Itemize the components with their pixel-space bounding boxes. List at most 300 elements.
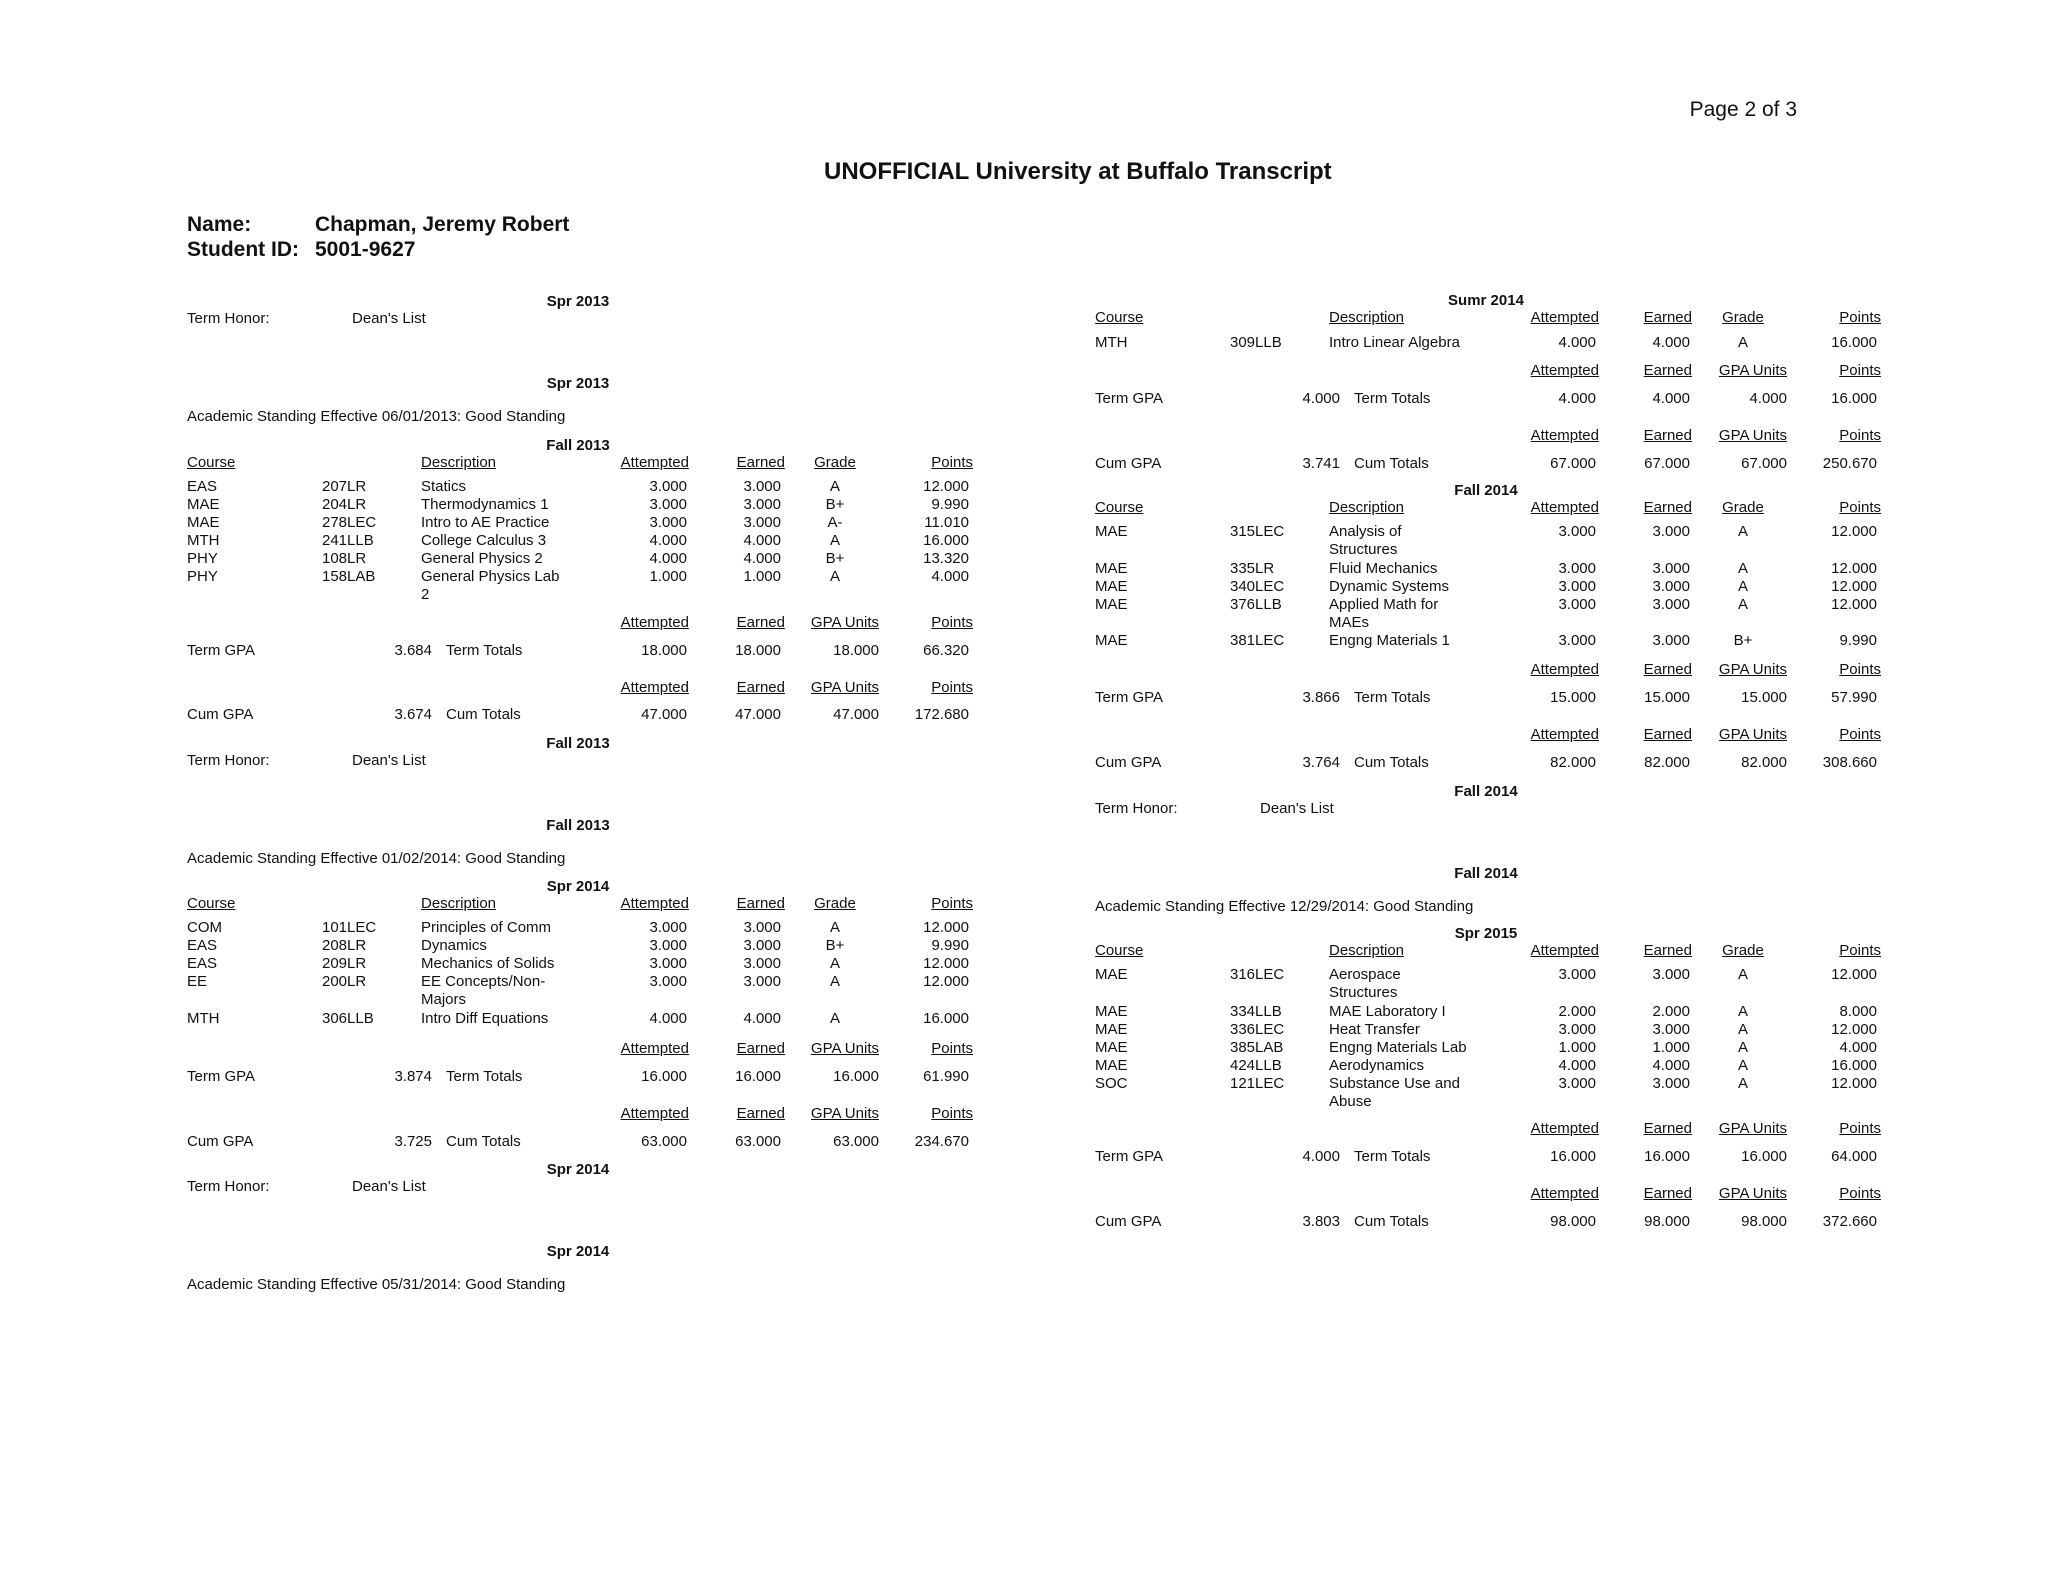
term-honor-label: Term Honor: xyxy=(187,752,270,769)
totals-header-earned: Earned xyxy=(1643,1185,1692,1202)
course-points: 9.990 xyxy=(931,937,969,954)
cum-gpa-units: 98.000 xyxy=(1741,1213,1787,1230)
totals-header-gpa-units: GPA Units xyxy=(810,614,879,631)
course-earned: 3.000 xyxy=(1652,523,1690,540)
course-number: 207LR xyxy=(322,478,367,495)
course-attempted: 4.000 xyxy=(649,1010,687,1027)
course-attempted: 3.000 xyxy=(649,955,687,972)
course-description: Aerospace xyxy=(1329,966,1401,983)
cum-points: 172.680 xyxy=(914,706,969,723)
cum-totals-label: Cum Totals xyxy=(446,1133,521,1150)
course-number: 334LLB xyxy=(1230,1003,1282,1020)
course-subject: EAS xyxy=(187,955,218,972)
course-earned: 4.000 xyxy=(743,550,781,567)
course-points: 9.990 xyxy=(1839,632,1877,649)
cum-gpa-units: 82.000 xyxy=(1741,754,1787,771)
course-number: 315LEC xyxy=(1230,523,1285,540)
course-points: 12.000 xyxy=(1831,523,1877,540)
course-grade: A xyxy=(1737,560,1748,577)
course-grade: A xyxy=(829,478,840,495)
course-grade: A xyxy=(1737,966,1748,983)
course-earned: 3.000 xyxy=(743,514,781,531)
course-subject: PHY xyxy=(187,550,218,567)
term-header: Spr 2014 xyxy=(546,1243,610,1260)
course-subject: MAE xyxy=(1095,966,1128,983)
course-number: 241LLB xyxy=(322,532,374,549)
course-description: Intro Linear Algebra xyxy=(1329,334,1460,351)
course-earned: 3.000 xyxy=(743,919,781,936)
totals-header-gpa-units: GPA Units xyxy=(810,679,879,696)
course-grade: A xyxy=(1737,578,1748,595)
course-attempted: 3.000 xyxy=(649,496,687,513)
totals-header-earned: Earned xyxy=(1643,726,1692,743)
term-attempted: 4.000 xyxy=(1558,390,1596,407)
term-points: 66.320 xyxy=(923,642,969,659)
totals-header-points: Points xyxy=(931,1040,973,1057)
course-attempted: 3.000 xyxy=(649,514,687,531)
academic-standing: Academic Standing Effective 05/31/2014: Good Standing xyxy=(187,1276,566,1293)
totals-header-gpa-units: GPA Units xyxy=(1718,1120,1787,1137)
course-points: 16.000 xyxy=(923,1010,969,1027)
col-header-points: Points xyxy=(931,454,973,471)
course-attempted: 1.000 xyxy=(649,568,687,585)
col-header-points: Points xyxy=(1839,499,1881,516)
course-subject: MAE xyxy=(1095,523,1128,540)
course-attempted: 1.000 xyxy=(1558,1039,1596,1056)
course-points: 12.000 xyxy=(923,919,969,936)
totals-header-attempted: Attempted xyxy=(1530,1185,1599,1202)
course-number: 204LR xyxy=(322,496,367,513)
cum-earned: 67.000 xyxy=(1644,455,1690,472)
cum-attempted: 63.000 xyxy=(641,1133,687,1150)
course-earned: 3.000 xyxy=(743,478,781,495)
totals-header-attempted: Attempted xyxy=(620,1040,689,1057)
course-description: Aerodynamics xyxy=(1329,1057,1425,1074)
term-header: Spr 2013 xyxy=(546,293,610,310)
course-number: 158LAB xyxy=(322,568,376,585)
term-header: Fall 2013 xyxy=(546,817,610,834)
term-honor-value: Dean's List xyxy=(1260,800,1334,817)
course-attempted: 3.000 xyxy=(1558,632,1596,649)
term-header: Fall 2014 xyxy=(1454,865,1518,882)
totals-header-gpa-units: GPA Units xyxy=(810,1040,879,1057)
course-subject: MAE xyxy=(187,514,220,531)
course-subject: MTH xyxy=(1095,334,1128,351)
course-grade: A xyxy=(1737,596,1748,613)
course-grade: B+ xyxy=(825,550,845,567)
totals-header-attempted: Attempted xyxy=(620,679,689,696)
course-earned: 4.000 xyxy=(1652,334,1690,351)
term-earned: 16.000 xyxy=(1644,1148,1690,1165)
course-description: Engng Materials Lab xyxy=(1329,1039,1467,1056)
totals-header-attempted: Attempted xyxy=(1530,427,1599,444)
totals-header-earned: Earned xyxy=(736,1040,785,1057)
term-header: Fall 2013 xyxy=(546,735,610,752)
course-number: 209LR xyxy=(322,955,367,972)
course-points: 12.000 xyxy=(1831,578,1877,595)
col-header-earned: Earned xyxy=(1643,942,1692,959)
course-attempted: 3.000 xyxy=(1558,523,1596,540)
course-description: Thermodynamics 1 xyxy=(421,496,549,513)
course-points: 16.000 xyxy=(1831,1057,1877,1074)
cum-gpa-units: 47.000 xyxy=(833,706,879,723)
course-points: 8.000 xyxy=(1839,1003,1877,1020)
course-grade: A xyxy=(1737,1075,1748,1092)
term-gpa-label: Term GPA xyxy=(1095,1148,1164,1165)
col-header-earned: Earned xyxy=(1643,309,1692,326)
course-grade: A xyxy=(829,919,840,936)
term-gpa-label: Term GPA xyxy=(187,642,256,659)
course-earned: 1.000 xyxy=(743,568,781,585)
course-description: Dynamic Systems xyxy=(1329,578,1450,595)
term-gpa-units: 16.000 xyxy=(1741,1148,1787,1165)
course-grade: A xyxy=(829,1010,840,1027)
term-gpa-units: 4.000 xyxy=(1749,390,1787,407)
totals-header-points: Points xyxy=(1839,726,1881,743)
course-points: 12.000 xyxy=(923,478,969,495)
cum-gpa-value: 3.764 xyxy=(1302,754,1340,771)
course-points: 4.000 xyxy=(1839,1039,1877,1056)
course-number: 200LR xyxy=(322,973,367,990)
cum-earned: 63.000 xyxy=(735,1133,781,1150)
term-attempted: 15.000 xyxy=(1550,689,1596,706)
course-grade: A xyxy=(1737,334,1748,351)
course-number: 306LLB xyxy=(322,1010,374,1027)
course-description: College Calculus 3 xyxy=(421,532,547,549)
course-grade: A xyxy=(1737,1003,1748,1020)
course-number: 424LLB xyxy=(1230,1057,1282,1074)
col-header-attempted: Attempted xyxy=(1530,499,1599,516)
course-number: 340LEC xyxy=(1230,578,1285,595)
course-number: 101LEC xyxy=(322,919,377,936)
cum-points: 234.670 xyxy=(914,1133,969,1150)
course-attempted: 3.000 xyxy=(1558,1021,1596,1038)
course-description-cont: Abuse xyxy=(1329,1093,1372,1110)
course-grade: B+ xyxy=(1733,632,1753,649)
term-header: Spr 2013 xyxy=(546,375,610,392)
col-header-course: Course xyxy=(1095,499,1144,516)
course-earned: 3.000 xyxy=(1652,560,1690,577)
term-points: 16.000 xyxy=(1831,390,1877,407)
course-description: Engng Materials 1 xyxy=(1329,632,1450,649)
course-attempted: 3.000 xyxy=(649,478,687,495)
col-header-description: Description xyxy=(421,454,497,471)
col-header-grade: Grade xyxy=(1722,942,1764,959)
totals-header-points: Points xyxy=(931,679,973,696)
totals-header-points: Points xyxy=(1839,1120,1881,1137)
course-description: MAE Laboratory I xyxy=(1329,1003,1446,1020)
course-number: 381LEC xyxy=(1230,632,1285,649)
cum-totals-label: Cum Totals xyxy=(446,706,521,723)
course-description: Substance Use and xyxy=(1329,1075,1460,1092)
cum-attempted: 98.000 xyxy=(1550,1213,1596,1230)
col-header-attempted: Attempted xyxy=(1530,309,1599,326)
term-gpa-value: 4.000 xyxy=(1302,390,1340,407)
totals-header-gpa-units: GPA Units xyxy=(1718,661,1787,678)
term-honor-label: Term Honor: xyxy=(187,1178,270,1195)
course-grade: A xyxy=(829,973,840,990)
col-header-earned: Earned xyxy=(736,895,785,912)
cum-gpa-units: 63.000 xyxy=(833,1133,879,1150)
totals-header-gpa-units: GPA Units xyxy=(810,1105,879,1122)
term-header: Spr 2014 xyxy=(546,1161,610,1178)
term-totals-label: Term Totals xyxy=(1354,689,1431,706)
totals-header-points: Points xyxy=(931,614,973,631)
totals-header-attempted: Attempted xyxy=(1530,661,1599,678)
course-points: 4.000 xyxy=(931,568,969,585)
totals-header-gpa-units: GPA Units xyxy=(1718,362,1787,379)
course-earned: 3.000 xyxy=(1652,578,1690,595)
cum-earned: 98.000 xyxy=(1644,1213,1690,1230)
course-description: General Physics Lab xyxy=(421,568,560,585)
academic-standing: Academic Standing Effective 12/29/2014: Good Standing xyxy=(1095,898,1474,915)
student-name: Chapman, Jeremy Robert xyxy=(315,213,570,236)
course-description-cont: MAEs xyxy=(1329,614,1370,631)
course-description: Applied Math for xyxy=(1329,596,1439,613)
col-header-description: Description xyxy=(1329,942,1405,959)
course-points: 16.000 xyxy=(1831,334,1877,351)
totals-header-earned: Earned xyxy=(736,614,785,631)
term-earned: 16.000 xyxy=(735,1068,781,1085)
course-grade: B+ xyxy=(825,496,845,513)
term-points: 61.990 xyxy=(923,1068,969,1085)
course-attempted: 3.000 xyxy=(1558,560,1596,577)
course-description: Mechanics of Solids xyxy=(421,955,555,972)
cum-gpa-label: Cum GPA xyxy=(187,1133,254,1150)
term-points: 64.000 xyxy=(1831,1148,1877,1165)
course-subject: EAS xyxy=(187,937,218,954)
course-description: Analysis of xyxy=(1329,523,1402,540)
term-gpa-label: Term GPA xyxy=(1095,689,1164,706)
course-grade: A xyxy=(1737,523,1748,540)
course-subject: COM xyxy=(187,919,222,936)
term-header: Fall 2014 xyxy=(1454,783,1518,800)
course-description: Statics xyxy=(421,478,467,495)
course-earned: 3.000 xyxy=(743,496,781,513)
course-attempted: 3.000 xyxy=(1558,578,1596,595)
term-gpa-value: 3.684 xyxy=(394,642,432,659)
course-attempted: 2.000 xyxy=(1558,1003,1596,1020)
col-header-course: Course xyxy=(187,895,236,912)
cum-points: 372.660 xyxy=(1822,1213,1877,1230)
course-number: 108LR xyxy=(322,550,367,567)
col-header-points: Points xyxy=(1839,309,1881,326)
course-number: 335LR xyxy=(1230,560,1275,577)
totals-header-gpa-units: GPA Units xyxy=(1718,726,1787,743)
course-earned: 4.000 xyxy=(743,532,781,549)
col-header-points: Points xyxy=(931,895,973,912)
course-description: General Physics 2 xyxy=(421,550,543,567)
col-header-attempted: Attempted xyxy=(620,454,689,471)
course-earned: 3.000 xyxy=(743,937,781,954)
totals-header-points: Points xyxy=(1839,362,1881,379)
col-header-attempted: Attempted xyxy=(620,895,689,912)
col-header-description: Description xyxy=(1329,499,1405,516)
course-points: 13.320 xyxy=(923,550,969,567)
course-points: 12.000 xyxy=(923,973,969,990)
term-header: Fall 2014 xyxy=(1454,482,1518,499)
cum-gpa-value: 3.674 xyxy=(394,706,432,723)
page-number: Page 2 of 3 xyxy=(1689,98,1797,121)
course-grade: A xyxy=(1737,1039,1748,1056)
col-header-course: Course xyxy=(187,454,236,471)
term-gpa-value: 3.866 xyxy=(1302,689,1340,706)
totals-header-gpa-units: GPA Units xyxy=(1718,427,1787,444)
course-points: 12.000 xyxy=(1831,966,1877,983)
course-grade: B+ xyxy=(825,937,845,954)
totals-header-points: Points xyxy=(1839,661,1881,678)
term-gpa-label: Term GPA xyxy=(1095,390,1164,407)
course-description: Fluid Mechanics xyxy=(1329,560,1438,577)
cum-attempted: 47.000 xyxy=(641,706,687,723)
cum-totals-label: Cum Totals xyxy=(1354,455,1429,472)
col-header-description: Description xyxy=(1329,309,1405,326)
course-points: 16.000 xyxy=(923,532,969,549)
course-number: 309LLB xyxy=(1230,334,1282,351)
course-points: 9.990 xyxy=(931,496,969,513)
term-header: Spr 2015 xyxy=(1454,925,1518,942)
cum-gpa-value: 3.803 xyxy=(1302,1213,1340,1230)
term-gpa-value: 3.874 xyxy=(394,1068,432,1085)
term-gpa-label: Term GPA xyxy=(187,1068,256,1085)
course-description: Principles of Comm xyxy=(421,919,552,936)
totals-header-earned: Earned xyxy=(736,679,785,696)
course-earned: 3.000 xyxy=(743,955,781,972)
course-attempted: 3.000 xyxy=(649,919,687,936)
course-grade: A xyxy=(829,532,840,549)
course-grade: A xyxy=(829,568,840,585)
academic-standing: Academic Standing Effective 01/02/2014: Good Standing xyxy=(187,850,566,867)
totals-header-attempted: Attempted xyxy=(1530,362,1599,379)
totals-header-points: Points xyxy=(931,1105,973,1122)
student-id-label: Student ID: xyxy=(187,238,299,261)
cum-gpa-value: 3.741 xyxy=(1302,455,1340,472)
course-subject: MAE xyxy=(1095,596,1128,613)
course-subject: MAE xyxy=(187,496,220,513)
col-header-earned: Earned xyxy=(736,454,785,471)
totals-header-points: Points xyxy=(1839,1185,1881,1202)
term-earned: 15.000 xyxy=(1644,689,1690,706)
course-points: 12.000 xyxy=(1831,596,1877,613)
term-earned: 4.000 xyxy=(1652,390,1690,407)
col-header-description: Description xyxy=(421,895,497,912)
col-header-grade: Grade xyxy=(814,454,856,471)
course-grade: A- xyxy=(827,514,843,531)
course-description-cont: 2 xyxy=(421,586,430,603)
col-header-attempted: Attempted xyxy=(1530,942,1599,959)
course-earned: 3.000 xyxy=(1652,632,1690,649)
cum-gpa-units: 67.000 xyxy=(1741,455,1787,472)
totals-header-earned: Earned xyxy=(1643,362,1692,379)
term-totals-label: Term Totals xyxy=(446,642,523,659)
course-subject: MAE xyxy=(1095,1021,1128,1038)
course-number: 121LEC xyxy=(1230,1075,1285,1092)
term-attempted: 16.000 xyxy=(1550,1148,1596,1165)
term-honor-label: Term Honor: xyxy=(1095,800,1178,817)
totals-header-attempted: Attempted xyxy=(1530,726,1599,743)
course-earned: 3.000 xyxy=(1652,1075,1690,1092)
cum-gpa-label: Cum GPA xyxy=(1095,455,1162,472)
course-points: 12.000 xyxy=(1831,1021,1877,1038)
cum-gpa-label: Cum GPA xyxy=(1095,1213,1162,1230)
course-subject: EAS xyxy=(187,478,218,495)
course-earned: 1.000 xyxy=(1652,1039,1690,1056)
cum-totals-label: Cum Totals xyxy=(1354,1213,1429,1230)
course-number: 336LEC xyxy=(1230,1021,1285,1038)
term-points: 57.990 xyxy=(1831,689,1877,706)
term-gpa-units: 16.000 xyxy=(833,1068,879,1085)
cum-earned: 82.000 xyxy=(1644,754,1690,771)
totals-header-attempted: Attempted xyxy=(620,614,689,631)
course-subject: SOC xyxy=(1095,1075,1128,1092)
course-description: EE Concepts/Non- xyxy=(421,973,546,990)
course-description-cont: Majors xyxy=(421,991,467,1008)
term-header: Spr 2014 xyxy=(546,878,610,895)
course-attempted: 3.000 xyxy=(649,973,687,990)
totals-header-earned: Earned xyxy=(736,1105,785,1122)
course-subject: PHY xyxy=(187,568,218,585)
academic-standing: Academic Standing Effective 06/01/2013: Good Standing xyxy=(187,408,566,425)
totals-header-attempted: Attempted xyxy=(1530,1120,1599,1137)
course-earned: 4.000 xyxy=(1652,1057,1690,1074)
term-gpa-units: 18.000 xyxy=(833,642,879,659)
totals-header-attempted: Attempted xyxy=(620,1105,689,1122)
term-header: Fall 2013 xyxy=(546,437,610,454)
term-gpa-units: 15.000 xyxy=(1741,689,1787,706)
course-subject: MAE xyxy=(1095,578,1128,595)
course-description-cont: Structures xyxy=(1329,984,1398,1001)
course-number: 316LEC xyxy=(1230,966,1285,983)
course-subject: MAE xyxy=(1095,1039,1128,1056)
course-attempted: 4.000 xyxy=(1558,334,1596,351)
totals-header-earned: Earned xyxy=(1643,661,1692,678)
course-subject: MTH xyxy=(187,532,220,549)
course-subject: MAE xyxy=(1095,1003,1128,1020)
term-honor-label: Term Honor: xyxy=(187,310,270,327)
col-header-grade: Grade xyxy=(1722,309,1764,326)
course-subject: MAE xyxy=(1095,560,1128,577)
col-header-grade: Grade xyxy=(1722,499,1764,516)
cum-gpa-label: Cum GPA xyxy=(1095,754,1162,771)
term-honor-value: Dean's List xyxy=(352,310,426,327)
cum-attempted: 82.000 xyxy=(1550,754,1596,771)
course-description: Dynamics xyxy=(421,937,487,954)
col-header-course: Course xyxy=(1095,309,1144,326)
term-totals-label: Term Totals xyxy=(1354,390,1431,407)
totals-header-earned: Earned xyxy=(1643,427,1692,444)
course-attempted: 4.000 xyxy=(649,532,687,549)
course-earned: 3.000 xyxy=(1652,1021,1690,1038)
course-attempted: 3.000 xyxy=(1558,966,1596,983)
course-subject: MAE xyxy=(1095,632,1128,649)
course-number: 278LEC xyxy=(322,514,377,531)
course-attempted: 4.000 xyxy=(1558,1057,1596,1074)
course-points: 12.000 xyxy=(923,955,969,972)
course-description: Intro Diff Equations xyxy=(421,1010,549,1027)
course-earned: 4.000 xyxy=(743,1010,781,1027)
course-subject: EE xyxy=(187,973,208,990)
cum-totals-label: Cum Totals xyxy=(1354,754,1429,771)
term-earned: 18.000 xyxy=(735,642,781,659)
course-description: Heat Transfer xyxy=(1329,1021,1420,1038)
course-earned: 2.000 xyxy=(1652,1003,1690,1020)
page-title: UNOFFICIAL University at Buffalo Transcript xyxy=(824,158,1332,185)
col-header-earned: Earned xyxy=(1643,499,1692,516)
term-honor-value: Dean's List xyxy=(352,752,426,769)
course-description: Intro to AE Practice xyxy=(421,514,550,531)
term-gpa-value: 4.000 xyxy=(1302,1148,1340,1165)
course-attempted: 3.000 xyxy=(1558,1075,1596,1092)
